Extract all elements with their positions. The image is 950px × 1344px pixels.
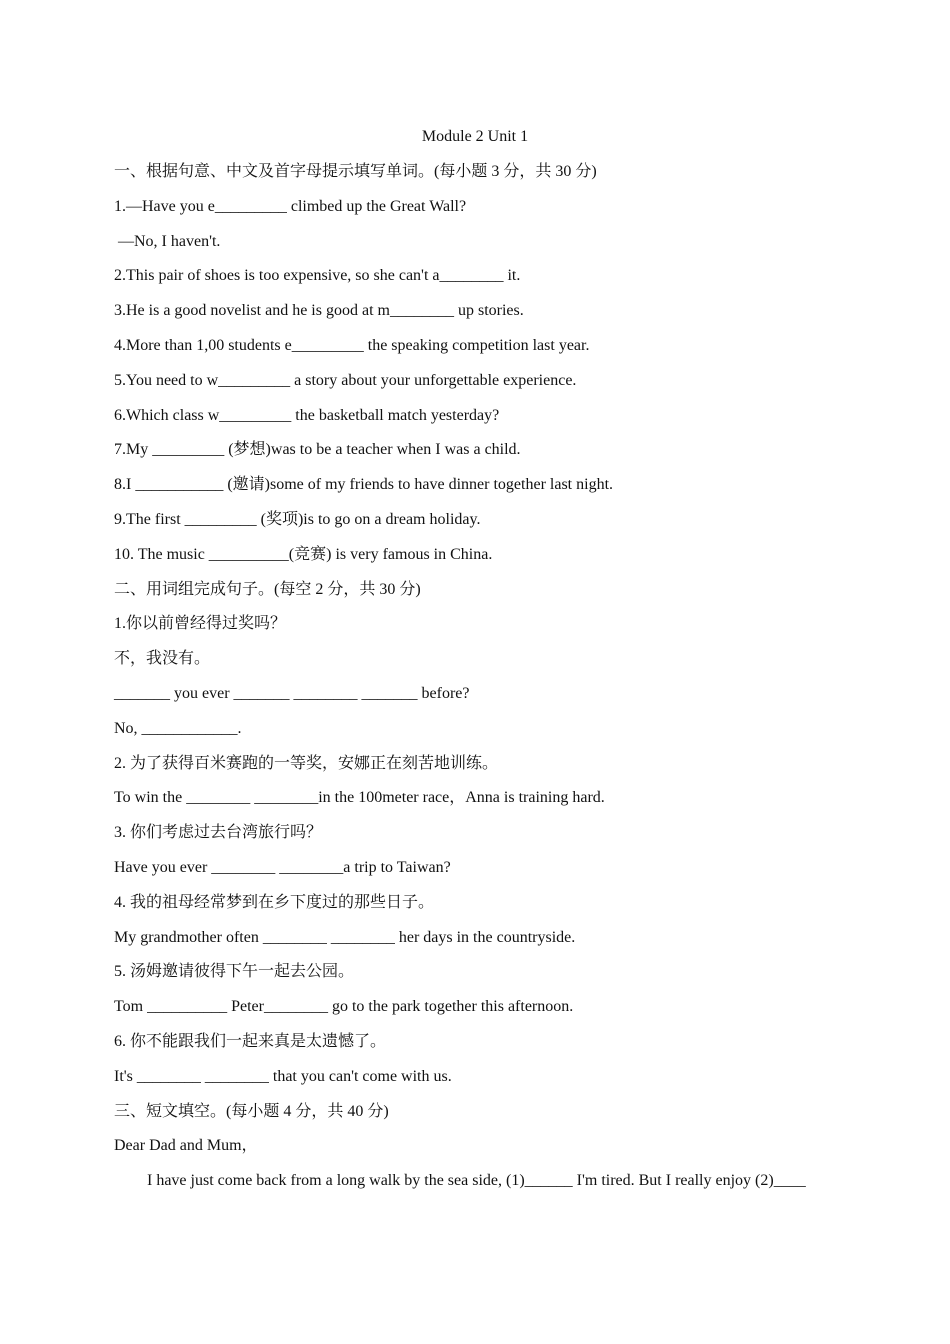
document-line: 1.—Have you e_________ climbed up the Great Wall? <box>114 197 467 215</box>
document-line: 4.More than 1,00 students e_________ the speaking competition last year. <box>114 336 590 354</box>
document-line: Tom __________ Peter________ go to the park together this afternoon. <box>114 998 574 1016</box>
document-line: My grandmother often ________ ________ her days in the countryside. <box>114 928 576 946</box>
document-line: I have just come back from a long walk by the sea side, (1)______ I'm tired. But I really enjoy (2)____ <box>147 1172 806 1190</box>
document-line: 2.This pair of shoes is too expensive, so she can't a________ it. <box>114 267 521 285</box>
document-line: 3.He is a good novelist and he is good at m________ up stories. <box>114 302 524 320</box>
page-title: Module 2 Unit 1 <box>421 128 529 145</box>
document-line: —No, I haven't. <box>114 232 221 250</box>
document-line: 3. 你们考虑过去台湾旅行吗？ <box>114 824 323 842</box>
document-line: 5. 汤姆邀请彼得下午一起去公园。 <box>114 963 355 981</box>
document-line: 7.My _________ (梦想)was to be a teacher when I was a child. <box>114 441 521 459</box>
document-line: Have you ever ________ ________a trip to Taiwan? <box>114 858 451 876</box>
document-line: 5.You need to w_________ a story about your unforgettable experience. <box>114 371 577 389</box>
document-line: It's ________ ________ that you can't come with us. <box>114 1067 452 1085</box>
document-line: 9.The first _________ (奖项)is to go on a dream holiday. <box>114 510 481 528</box>
document-line: Dear Dad and Mum， <box>114 1137 258 1155</box>
document-line: 10. The music __________(竞赛) is very famous in China. <box>114 545 493 563</box>
document-line: 8.I ___________ (邀请)some of my friends to have dinner together last night. <box>114 476 614 494</box>
document-line: 1.你以前曾经得过奖吗？ <box>114 615 287 633</box>
document-line: 4. 我的祖母经常梦到在乡下度过的那些日子。 <box>114 893 435 911</box>
document-line: 6. 你不能跟我们一起来真是太遗憾了。 <box>114 1032 387 1050</box>
document-line: No, ____________. <box>114 719 242 737</box>
document-line: 二、用词组完成句子。(每空 2 分，共 30 分) <box>114 580 421 598</box>
document-body <box>114 161 874 1205</box>
document-line: 一、根据句意、中文及首字母提示填写单词。(每小题 3 分，共 30 分) <box>114 163 597 180</box>
document-line: To win the ________ ________in the 100meter race，Anna is training hard. <box>114 789 605 807</box>
document-line: 6.Which class w_________ the basketball match yesterday? <box>114 406 500 424</box>
document-line: _______ you ever _______ ________ _______ before? <box>114 684 470 702</box>
document-line: 2. 为了获得百米赛跑的一等奖，安娜正在刻苦地训练。 <box>114 754 499 772</box>
document-line: 不，我没有。 <box>114 650 211 668</box>
document-line: 三、短文填空。(每小题 4 分，共 40 分) <box>114 1102 389 1120</box>
